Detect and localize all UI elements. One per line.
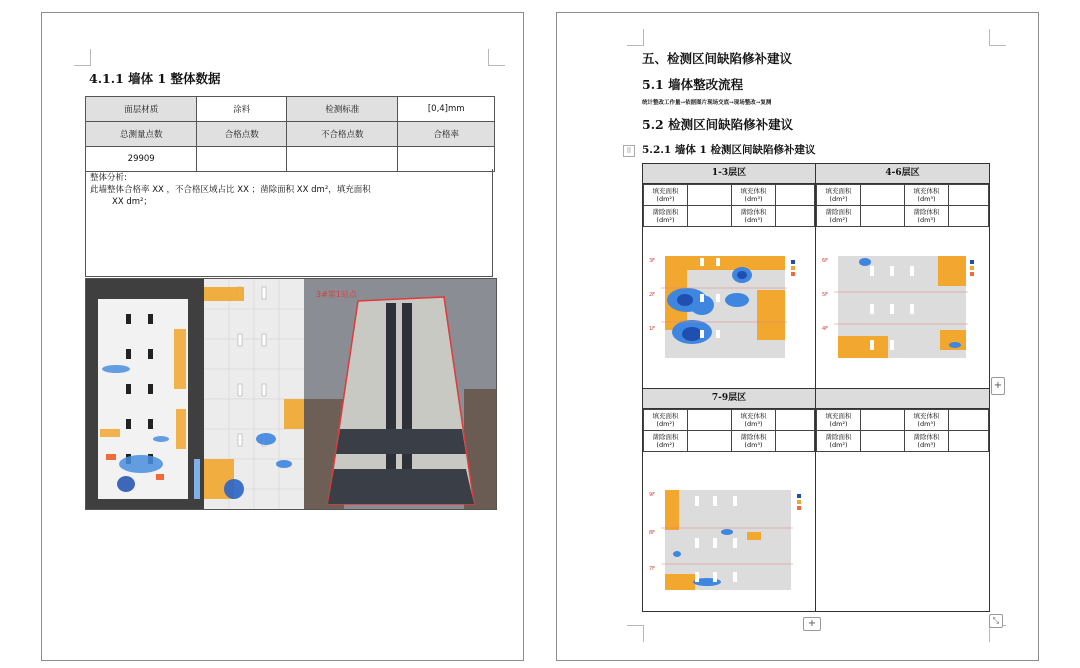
section-heading: 4.1.1 墙体 1 整体数据 [89, 71, 221, 86]
table-cell [688, 431, 732, 452]
table-cell [688, 206, 732, 227]
zone-header: 1-3层区 [643, 164, 815, 184]
table-cell: 检测标准 [287, 97, 398, 122]
summary-table [85, 96, 495, 172]
table-cell [776, 185, 815, 206]
margin-corner-mark [627, 29, 644, 46]
quantity-table [643, 184, 815, 227]
subsection-heading: 5.2.1 墙体 1 检测区间缺陷修补建议 [642, 144, 816, 156]
resize-table-handle[interactable]: ⤡ [989, 614, 1003, 628]
table-cell [688, 185, 732, 206]
table-cell: 涂料 [197, 97, 287, 122]
table-cell [398, 147, 495, 172]
table-cell: 填充体积(dm³) [905, 410, 949, 431]
table-cell: 填充体积(dm³) [732, 410, 776, 431]
table-cell [949, 206, 989, 227]
table-cell: 29909 [86, 147, 197, 172]
table-row [86, 97, 495, 122]
zone-heatmap-7-9 [647, 484, 813, 596]
margin-corner-mark [989, 29, 1006, 46]
process-flow-text: 统计整改工作量→依据图片现场交底→现场整改→复测 [642, 100, 772, 106]
floor-label: 1F [649, 326, 656, 332]
table-cell: 填充体积(dm³) [905, 185, 949, 206]
quantity-table [816, 184, 989, 227]
table-cell: 填充面积(dm²) [644, 410, 688, 431]
table-cell: 凿除体积(dm³) [905, 431, 949, 452]
section-heading: 5.1 墙体整改流程 [642, 77, 744, 92]
table-cell: 凿除面积(dm²) [644, 206, 688, 227]
floor-label: 3F [649, 258, 656, 264]
table-cell [949, 185, 989, 206]
floor-label: 6F [822, 258, 829, 264]
building-photo [304, 279, 496, 509]
margin-corner-mark [488, 49, 505, 66]
margin-corner-mark [627, 625, 644, 642]
photo-label: 3#第1站点 [316, 290, 357, 299]
table-cell: 总测量点数 [86, 122, 197, 147]
table-cell: 填充体积(dm³) [732, 185, 776, 206]
table-cell [776, 431, 815, 452]
table-cell [861, 431, 905, 452]
document-page-left [41, 12, 524, 661]
floor-label: 5F [822, 292, 829, 298]
table-cell: [0,4]mm [398, 97, 495, 122]
table-cell [861, 185, 905, 206]
table-cell: 填充面积(dm²) [817, 410, 861, 431]
zone-heatmap-4-6 [820, 250, 986, 362]
add-column-button[interactable]: + [991, 377, 1005, 395]
table-cell: 合格点数 [197, 122, 287, 147]
table-cell: 凿除面积(dm²) [817, 206, 861, 227]
table-move-handle[interactable]: ⠿ [623, 145, 635, 157]
table-row [86, 122, 495, 147]
analysis-line: XX dm²； [112, 197, 152, 207]
table-cell: 填充面积(dm²) [817, 185, 861, 206]
table-cell: 凿除体积(dm³) [732, 206, 776, 227]
margin-corner-mark [74, 49, 91, 66]
chapter-title: 五、检测区间缺陷修补建议 [642, 51, 793, 66]
floor-label: 2F [649, 292, 656, 298]
empty-zone-header [816, 389, 989, 409]
table-cell [949, 431, 989, 452]
table-cell: 填充面积(dm²) [644, 185, 688, 206]
table-cell: 凿除面积(dm²) [817, 431, 861, 452]
analysis-line: 此墙整体合格率 XX ，不合格区域占比 XX ；凿除面积 XX dm²，填充面积 [90, 185, 371, 195]
table-cell: 凿除体积(dm³) [905, 206, 949, 227]
add-row-button[interactable]: + [803, 617, 821, 631]
analysis-box [85, 169, 493, 277]
floor-label: 9F [649, 492, 656, 498]
table-cell: 凿除体积(dm³) [732, 431, 776, 452]
table-cell [949, 410, 989, 431]
detail-heatmap-image [204, 279, 304, 509]
table-cell [776, 206, 815, 227]
table-cell [861, 206, 905, 227]
floor-label: 7F [649, 566, 656, 572]
table-cell [776, 410, 815, 431]
table-cell [861, 410, 905, 431]
floor-label: 4F [822, 326, 829, 332]
image-row [85, 278, 497, 510]
zone-header: 4-6层区 [816, 164, 989, 184]
table-cell [688, 410, 732, 431]
table-cell: 凿除面积(dm²) [644, 431, 688, 452]
quantity-table [816, 409, 989, 452]
analysis-title: 整体分析: [90, 173, 127, 183]
zone-heatmap-1-3 [647, 250, 813, 362]
table-cell: 面层材质 [86, 97, 197, 122]
table-cell [287, 147, 398, 172]
table-cell: 合格率 [398, 122, 495, 147]
quantity-table [643, 409, 815, 452]
zone-table [642, 163, 990, 612]
table-cell [197, 147, 287, 172]
section-heading: 5.2 检测区间缺陷修补建议 [642, 117, 794, 132]
table-row [86, 147, 495, 172]
document-page-right [556, 12, 1039, 661]
floor-label: 8F [649, 530, 656, 536]
wall-heatmap-image [86, 279, 204, 509]
table-cell: 不合格点数 [287, 122, 398, 147]
zone-header: 7-9层区 [643, 389, 815, 409]
